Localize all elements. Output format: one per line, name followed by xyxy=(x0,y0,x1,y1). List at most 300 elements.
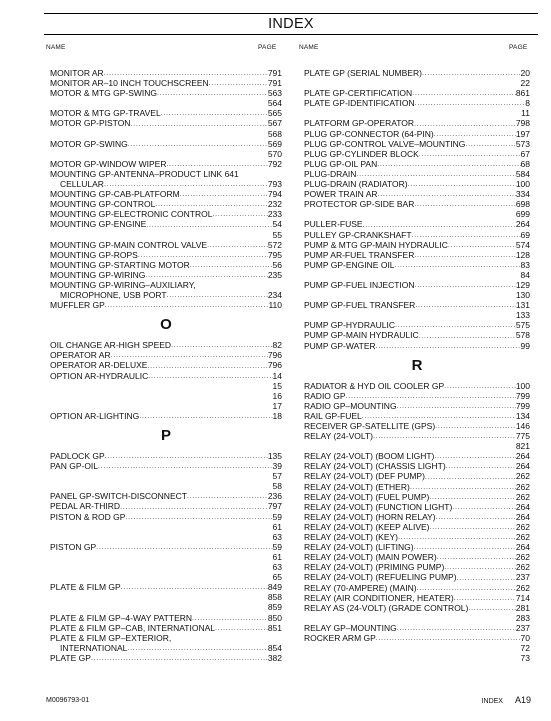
entry-page: 570 xyxy=(267,148,282,159)
index-entry xyxy=(50,139,282,149)
index-entry xyxy=(50,461,282,471)
dot-leader xyxy=(376,342,521,351)
index-entry xyxy=(50,451,282,461)
dot-leader xyxy=(104,180,268,189)
dot-leader xyxy=(145,271,267,280)
dot-leader xyxy=(192,614,268,623)
entry-page: 854 xyxy=(267,642,282,653)
dot-leader xyxy=(161,109,268,118)
entry-name: PLUG GP-CONNECTOR (64-PIN) xyxy=(304,128,434,139)
entry-page: 234 xyxy=(267,290,282,301)
entry-name: PLATE & FILM GP–CAB, INTERNATIONAL xyxy=(50,622,215,633)
index-entry xyxy=(304,169,530,179)
dot-leader xyxy=(397,624,516,633)
index-entry xyxy=(304,320,530,330)
entry-name: PLATE GP (SERIAL NUMBER) xyxy=(304,68,422,78)
entry-name: RADIO GP–MOUNTING xyxy=(304,400,397,411)
dot-leader xyxy=(408,180,516,189)
entry-page: 382 xyxy=(267,652,282,663)
entry-name: PISTON GP xyxy=(50,541,97,552)
entry-page: 110 xyxy=(268,300,282,311)
dot-leader xyxy=(415,99,526,108)
index-entry xyxy=(304,139,530,149)
index-entry xyxy=(304,118,530,128)
dot-leader xyxy=(105,301,269,310)
dot-leader xyxy=(412,231,521,240)
entry-name: OIL CHANGE AR-HIGH SPEED xyxy=(50,340,172,351)
entry-name: MICROPHONE, USB PORT xyxy=(60,290,167,301)
entry-page: 232 xyxy=(267,199,282,210)
entry-page: 262 xyxy=(515,491,530,502)
entry-page: 795 xyxy=(267,249,282,260)
dot-leader xyxy=(395,321,516,330)
index-entry xyxy=(50,532,282,542)
entry-page: 262 xyxy=(515,562,530,573)
dot-leader xyxy=(209,79,268,88)
entry-name: PLATE GP-IDENTIFICATION xyxy=(304,98,415,109)
index-entry xyxy=(50,280,282,290)
entry-page: 821 xyxy=(515,441,530,452)
index-entry xyxy=(304,542,530,552)
index-entry xyxy=(50,78,282,88)
entry-page: 237 xyxy=(515,572,530,583)
entry-name: RADIO GP xyxy=(304,390,346,401)
entry-name: PAN GP-OIL xyxy=(50,461,99,472)
index-entry xyxy=(50,300,282,310)
entry-page: 262 xyxy=(515,481,530,492)
entry-page: 17 xyxy=(272,400,282,411)
entry-name: PLUG GP-OIL PAN xyxy=(304,158,378,169)
index-entry xyxy=(50,613,282,623)
dot-leader xyxy=(171,341,272,350)
entry-name: MOTOR & MTG GP-TRAVEL xyxy=(50,108,161,119)
index-entry xyxy=(50,582,282,592)
index-entry xyxy=(304,653,530,663)
entry-name: RELAY (24-VOLT) (BOOM LIGHT) xyxy=(304,451,435,462)
dot-leader xyxy=(414,200,515,209)
dot-leader xyxy=(180,190,268,199)
entry-name: PUMP GP-ENGINE OIL xyxy=(304,259,395,270)
entry-name: MOUNTING GP-MAIN CONTROL VALVE xyxy=(50,239,208,250)
entry-name: RELAY (24-VOLT) (ETHER) xyxy=(304,481,410,492)
section-letter: R xyxy=(411,356,423,374)
entry-page: 14 xyxy=(272,370,282,381)
entry-page: 699 xyxy=(515,209,530,220)
index-entry xyxy=(304,250,530,260)
entry-page: 264 xyxy=(515,511,530,522)
index-entry xyxy=(50,250,282,260)
dot-leader xyxy=(397,402,516,411)
index-entry xyxy=(304,179,530,189)
entry-page: 82 xyxy=(272,340,282,351)
entry-name: PLATE & FILM GP–4-WAY PATTERN xyxy=(50,612,193,623)
dot-leader xyxy=(98,462,273,471)
entry-page: 851 xyxy=(267,622,282,633)
index-entry xyxy=(50,572,282,582)
index-entry xyxy=(304,159,530,169)
entry-page: 8 xyxy=(525,98,530,109)
index-entry xyxy=(304,209,530,219)
dot-leader xyxy=(444,563,516,572)
index-entry xyxy=(304,471,530,481)
index-entry xyxy=(50,159,282,169)
index-entry xyxy=(50,391,282,401)
entry-name: MOUNTING GP-ROPS xyxy=(50,249,138,260)
entry-page: 796 xyxy=(267,350,282,361)
index-entry xyxy=(304,492,530,502)
entry-page: 714 xyxy=(515,592,530,603)
dot-leader xyxy=(212,210,267,219)
entry-page: 698 xyxy=(515,199,530,210)
entry-name: PULLER-FUSE xyxy=(304,219,363,230)
entry-name: PLATE & FILM GP xyxy=(50,582,121,593)
index-entry xyxy=(304,562,530,572)
entry-page: 859 xyxy=(267,602,282,613)
entry-name: MOTOR GP-WINDOW WIPER xyxy=(50,158,167,169)
dot-leader xyxy=(465,140,515,149)
entry-page: 799 xyxy=(515,400,530,411)
index-entry xyxy=(50,491,282,501)
entry-page: 775 xyxy=(515,431,530,442)
entry-page: 128 xyxy=(515,249,530,260)
entry-page: 237 xyxy=(515,622,530,633)
index-entry xyxy=(304,603,530,613)
index-entry xyxy=(304,98,530,108)
dot-leader xyxy=(157,89,268,98)
index-entry xyxy=(50,88,282,98)
entry-name: OPERATOR AR xyxy=(50,350,111,361)
dot-leader xyxy=(429,493,515,502)
entry-page: 54 xyxy=(272,219,282,230)
index-entry xyxy=(50,592,282,602)
index-entry xyxy=(50,240,282,250)
dot-leader xyxy=(454,594,516,603)
entry-name: RELAY (24-VOLT) (FUEL PUMP) xyxy=(304,491,430,502)
dot-leader xyxy=(130,120,267,129)
entry-page: 73 xyxy=(520,653,530,664)
entry-name: RELAY (AIR CONDITIONER, HEATER) xyxy=(304,592,454,603)
dot-leader xyxy=(434,452,515,461)
entry-page: 133 xyxy=(515,310,530,321)
entry-name: RELAY (24-VOLT) (FUNCTION LIGHT) xyxy=(304,501,453,512)
index-entry xyxy=(304,431,530,441)
index-entry xyxy=(304,411,530,421)
index-entry xyxy=(304,633,530,643)
dot-leader xyxy=(91,654,268,663)
entry-page: 233 xyxy=(267,209,282,220)
index-entry xyxy=(50,199,282,209)
entry-page: 281 xyxy=(515,602,530,613)
index-entry xyxy=(50,401,282,411)
entry-name: RELAY (24-VOLT) (REFUELING PUMP) xyxy=(304,572,457,583)
index-entry xyxy=(50,149,282,159)
entry-name: MOTOR & MTG GP-SWING xyxy=(50,88,158,99)
entry-name: INTERNATIONAL xyxy=(60,642,128,653)
dot-leader xyxy=(127,644,267,653)
index-entry xyxy=(50,260,282,270)
index-entry xyxy=(50,68,282,78)
dot-leader xyxy=(125,513,272,522)
entry-name: PLUG GP-CYLINDER BLOCK xyxy=(304,148,419,159)
entry-page: 264 xyxy=(515,542,530,553)
entry-page: 262 xyxy=(515,471,530,482)
entry-page: 575 xyxy=(515,320,530,331)
entry-page: 584 xyxy=(515,168,530,179)
entry-page: 798 xyxy=(515,118,530,129)
entry-name: PADLOCK GP xyxy=(50,451,105,461)
dot-leader xyxy=(414,120,516,129)
dot-leader xyxy=(111,351,268,360)
entry-name: MOUNTING GP-CAB-PLATFORM xyxy=(50,189,180,200)
entry-name: ROCKER ARM GP xyxy=(304,632,376,643)
entry-page: 262 xyxy=(515,582,530,593)
entry-page: 567 xyxy=(267,118,282,129)
entry-page: 61 xyxy=(272,521,282,532)
index-entry xyxy=(304,78,530,88)
entry-page: 793 xyxy=(267,179,282,190)
entry-page: 59 xyxy=(272,541,282,552)
index-entry xyxy=(304,461,530,471)
index-entry xyxy=(50,350,282,360)
index-entry xyxy=(50,209,282,219)
dot-leader xyxy=(378,190,516,199)
entry-name: MONITOR AR xyxy=(50,68,104,78)
index-entry xyxy=(50,481,282,491)
index-entry xyxy=(50,542,282,552)
dot-leader xyxy=(425,473,516,482)
index-entry xyxy=(304,552,530,562)
dot-leader xyxy=(452,503,516,512)
dot-leader xyxy=(417,584,516,593)
entry-page: 130 xyxy=(515,290,530,301)
dot-leader xyxy=(121,583,268,592)
dot-leader xyxy=(468,604,515,613)
entry-page: 146 xyxy=(515,421,530,431)
dot-leader xyxy=(419,332,516,341)
dot-leader xyxy=(446,462,516,471)
index-entry xyxy=(50,169,282,179)
entry-name: PLUG-DRAIN xyxy=(304,168,357,179)
entry-page: 69 xyxy=(520,229,530,240)
entry-name: PISTON & ROD GP xyxy=(50,511,126,522)
index-entry xyxy=(50,471,282,481)
entry-page: 67 xyxy=(520,148,530,159)
index-entry xyxy=(50,633,282,643)
dot-leader xyxy=(128,140,268,149)
dot-leader xyxy=(377,160,520,169)
index-entry xyxy=(304,522,530,532)
entry-name: MONITOR AR–10 INCH TOUCHSCREEN xyxy=(50,78,209,89)
document-id: M0096793-01 xyxy=(46,697,90,704)
entry-name: PUMP & MTG GP-MAIN HYDRAULIC xyxy=(304,239,448,250)
entry-name: RELAY (70-AMPERE) (MAIN) xyxy=(304,582,417,593)
dot-leader xyxy=(190,261,273,270)
dot-leader xyxy=(207,241,268,250)
entry-name: MUFFLER GP xyxy=(50,300,105,311)
entry-name: RELAY GP–MOUNTING xyxy=(304,622,397,633)
entry-page: 56 xyxy=(272,259,282,270)
entry-page: 68 xyxy=(520,158,530,169)
index-entry xyxy=(304,108,530,118)
entry-page: 564 xyxy=(267,98,282,109)
index-entry xyxy=(304,451,530,461)
index-column-left xyxy=(50,68,282,663)
entry-name: PUMP AR-FUEL TRANSFER xyxy=(304,249,415,260)
entry-name: PULLEY GP-CRANKSHAFT xyxy=(304,229,412,240)
entry-name: PLUG GP-CONTROL VALVE–MOUNTING xyxy=(304,138,466,149)
index-entry xyxy=(304,381,530,391)
dot-leader xyxy=(414,543,516,552)
dot-leader xyxy=(167,291,268,300)
entry-page: 565 xyxy=(267,108,282,119)
entry-page: 791 xyxy=(267,68,282,78)
index-entry xyxy=(304,583,530,593)
entry-page: 15 xyxy=(272,380,282,391)
entry-page: 578 xyxy=(515,330,530,341)
name-column-header-left: NAME xyxy=(46,44,66,51)
entry-page: 235 xyxy=(267,269,282,280)
entry-page: 264 xyxy=(515,451,530,462)
entry-page: 262 xyxy=(515,521,530,532)
entry-page: 794 xyxy=(267,189,282,200)
dot-leader xyxy=(434,130,516,139)
entry-name: RELAY (24-VOLT) (CHASSIS LIGHT) xyxy=(304,461,446,472)
index-entry xyxy=(304,572,530,582)
dot-leader xyxy=(435,422,516,431)
entry-page: 84 xyxy=(520,269,530,280)
index-entry xyxy=(50,118,282,128)
dot-leader xyxy=(415,301,516,310)
entry-page: 83 xyxy=(520,259,530,270)
dot-leader xyxy=(362,412,516,421)
dot-leader xyxy=(412,89,516,98)
dot-leader xyxy=(104,69,268,78)
entry-page: 57 xyxy=(272,471,282,482)
dot-leader xyxy=(105,452,268,461)
entry-name: PLATE GP-CERTIFICATION xyxy=(304,88,413,99)
index-entry xyxy=(50,602,282,612)
index-entry xyxy=(50,411,282,421)
index-entry xyxy=(304,290,530,300)
dot-leader xyxy=(415,281,516,290)
entry-page: 791 xyxy=(267,78,282,89)
index-entry xyxy=(50,98,282,108)
index-entry xyxy=(50,179,282,189)
entry-page: 72 xyxy=(520,643,530,654)
index-entry xyxy=(304,129,530,139)
entry-page: 18 xyxy=(272,410,282,421)
index-entry xyxy=(304,68,530,78)
index-entry xyxy=(50,270,282,280)
dot-leader xyxy=(373,432,516,441)
dot-leader xyxy=(96,543,272,552)
entry-page: 65 xyxy=(272,572,282,583)
entry-page: 100 xyxy=(515,380,530,391)
entry-page: 792 xyxy=(267,158,282,169)
page-column-header-left: PAGE xyxy=(258,44,277,51)
dot-leader xyxy=(436,513,516,522)
entry-name: MOUNTING GP-ELECTRONIC CONTROL xyxy=(50,209,213,220)
entry-name: PUMP GP-FUEL TRANSFER xyxy=(304,300,416,311)
index-entry xyxy=(50,340,282,350)
entry-page: 99 xyxy=(520,340,530,351)
dot-leader xyxy=(398,533,516,542)
entry-name: RELAY (24-VOLT) (HORN RELAY) xyxy=(304,511,436,522)
entry-name: CELLULAR xyxy=(60,179,104,190)
index-entry xyxy=(304,260,530,270)
dot-leader xyxy=(430,523,516,532)
dot-leader xyxy=(457,574,516,583)
dot-leader xyxy=(155,200,268,209)
dot-leader xyxy=(138,251,268,260)
index-entry xyxy=(304,391,530,401)
entry-name: MOTOR GP-SWING xyxy=(50,138,128,149)
entry-page: 283 xyxy=(515,612,530,623)
entry-page: 264 xyxy=(515,501,530,512)
entry-page: 58 xyxy=(272,481,282,492)
dot-leader xyxy=(187,492,268,501)
entry-name: POWER TRAIN AR xyxy=(304,189,378,200)
entry-page: 100 xyxy=(515,179,530,190)
index-entry xyxy=(50,562,282,572)
entry-page: 796 xyxy=(267,360,282,371)
entry-page: 59 xyxy=(272,511,282,522)
index-entry xyxy=(304,199,530,209)
dot-leader xyxy=(395,261,521,270)
index-entry xyxy=(304,532,530,542)
entry-name: RELAY (24-VOLT) (MAIN POWER) xyxy=(304,552,437,563)
entry-page: 129 xyxy=(515,279,530,290)
index-entry xyxy=(50,360,282,370)
index-entry xyxy=(50,290,282,300)
dot-leader xyxy=(376,634,521,643)
entry-name: PLATE & FILM GP–EXTERIOR, xyxy=(50,632,172,643)
entry-name: PUMP GP-HYDRAULIC xyxy=(304,320,395,331)
entry-page: 799 xyxy=(515,390,530,401)
entry-page: 572 xyxy=(267,239,282,250)
index-entry xyxy=(304,280,530,290)
entry-page: 63 xyxy=(272,531,282,542)
entry-page: 22 xyxy=(520,78,530,89)
entry-name: RELAY (24-VOLT) (LIFTING) xyxy=(304,542,414,553)
entry-name: PUMP GP-MAIN HYDRAULIC xyxy=(304,330,419,341)
entry-page: 20 xyxy=(520,68,530,78)
index-entry xyxy=(304,330,530,340)
entry-name: RELAY AS (24-VOLT) (GRADE CONTROL) xyxy=(304,602,469,613)
index-entry xyxy=(304,310,530,320)
entry-page: 134 xyxy=(515,410,530,421)
entry-name: PANEL GP-SWITCH-DISCONNECT xyxy=(50,491,187,502)
entry-name: RELAY (24-VOLT) (PRIMING PUMP) xyxy=(304,562,445,573)
entry-page: 563 xyxy=(267,88,282,99)
entry-name: PLATE GP xyxy=(50,652,91,663)
index-entry xyxy=(50,653,282,663)
entry-page: 197 xyxy=(515,128,530,139)
entry-page: 574 xyxy=(515,239,530,250)
index-entry xyxy=(304,240,530,250)
index-entry xyxy=(304,189,530,199)
entry-name: PEDAL AR-THIRD xyxy=(50,501,121,512)
entry-page: 858 xyxy=(267,592,282,603)
entry-page: 264 xyxy=(515,461,530,472)
index-entry xyxy=(304,512,530,522)
entry-name: RADIATOR & HYD OIL COOLER GP xyxy=(304,380,445,391)
entry-page: 797 xyxy=(267,501,282,512)
entry-name: PUMP GP-FUEL INJECTION xyxy=(304,279,415,290)
dot-leader xyxy=(419,150,521,159)
entry-page: 61 xyxy=(272,551,282,562)
entry-name: RELAY (24-VOLT) (DEF PUMP) xyxy=(304,471,425,482)
